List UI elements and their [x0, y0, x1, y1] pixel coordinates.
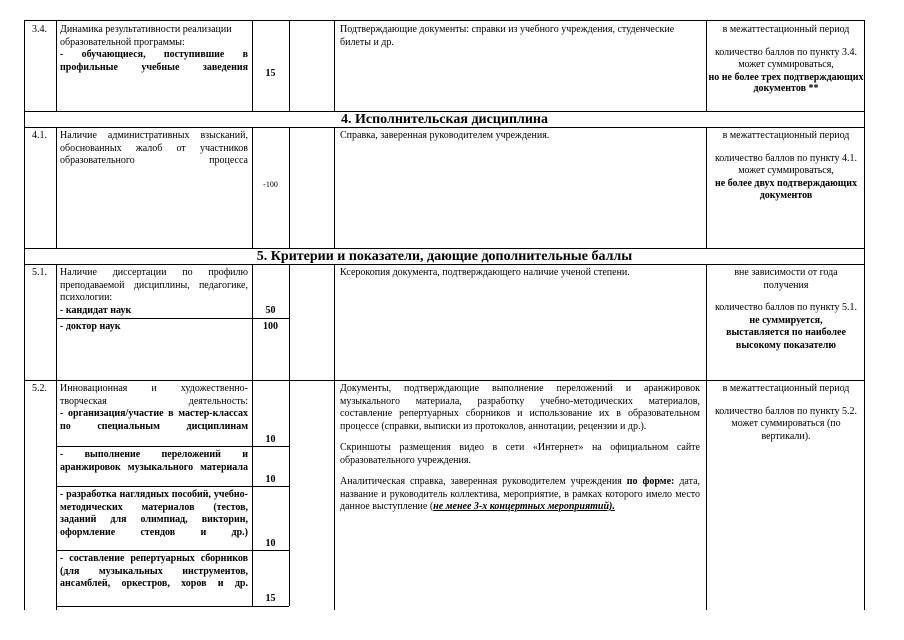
note-emphasis: но не более трех подтверждающих документов **: [708, 71, 864, 94]
column-divider: [706, 20, 707, 111]
docs-requirement: не менее 3-х концертных мероприятий).: [433, 501, 615, 512]
criterion-description: Наличие административных взысканий, обоснованных жалоб от участников образовательного процесса: [60, 130, 248, 166]
table-border-right: [864, 20, 865, 610]
column-divider: [289, 20, 290, 111]
points-value: 15: [265, 68, 276, 79]
table-border-top: [24, 20, 865, 21]
period-text: в межаттестационный период: [722, 24, 850, 35]
note-text: может суммироваться (по вертикали).: [731, 418, 841, 442]
row-number: 3.4.: [32, 24, 47, 35]
row-number: 4.1.: [32, 130, 47, 141]
column-divider: [706, 264, 707, 610]
column-divider: [706, 127, 707, 248]
supporting-documents: [340, 383, 700, 514]
docs-paragraph: [340, 476, 700, 514]
evaluation-notes: [708, 267, 864, 352]
row-number: 5.2.: [32, 383, 47, 394]
points-value: 10: [265, 474, 276, 485]
note-emphasis: не суммируется, выставляется по наиболее высокому показателю: [726, 314, 846, 351]
criterion-subitem: - составление репертуарных сборников (для музыкальных инструментов, ансамблей, оркестров, хоров и др.: [60, 553, 248, 589]
cell-divider: [56, 486, 289, 487]
criterion-description: [60, 24, 248, 74]
note-text: количество баллов по пункту 4.1. может суммироваться,: [714, 152, 858, 176]
cell-divider: [56, 446, 289, 447]
supporting-documents: Справка, заверенная руководителем учреждения.: [340, 130, 550, 141]
cell-divider: [56, 318, 289, 319]
note-emphasis: не более двух подтверждающих документов: [714, 177, 858, 201]
supporting-documents: Ксерокопия документа, подтверждающего наличие ученой степени.: [340, 267, 630, 278]
row-divider: [24, 380, 865, 381]
section-heading: 5. Критерии и показатели, дающие дополнительные баллы: [256, 249, 633, 264]
criterion-description: Наличие диссертации по профилю преподаваемой дисциплины, педагогике, психологии:: [60, 267, 248, 303]
docs-paragraph: Документы, подтверждающие выполнение переложений и аранжировок музыкального материала, разработку учебно-методических материалов, составление репертуарных сборников и использование их в образовательном процессе (справки, выписки из протоколов, аннотации, рецензии и др.).: [340, 383, 700, 432]
criterion-subitem: - кандидат наук: [60, 305, 132, 316]
row-number: 5.1.: [32, 267, 47, 278]
column-divider: [56, 20, 57, 111]
column-divider: [334, 127, 335, 248]
docs-text: Аналитическая справка, заверенная руководителем учреждения: [340, 476, 627, 487]
evaluation-notes: [708, 24, 864, 95]
table-border-left: [24, 20, 25, 610]
docs-emphasis: по форме:: [626, 476, 675, 487]
column-divider: [56, 264, 57, 610]
points-value: 10: [265, 538, 276, 549]
criterion-subitem: - организация/участие в мастер-классах по специальным дисциплинам: [60, 408, 248, 432]
points-value: 50: [265, 305, 276, 316]
column-divider: [252, 20, 253, 111]
evaluation-notes: [708, 383, 864, 443]
period-text: вне зависимости от года получения: [734, 267, 838, 291]
column-divider: [289, 127, 290, 248]
criterion-subitem: - выполнение переложений и аранжировок музыкального материала: [60, 449, 248, 473]
period-text: в межаттестационный период: [722, 130, 850, 141]
column-divider: [334, 264, 335, 610]
period-text: в межаттестационный период: [722, 383, 850, 394]
column-divider: [334, 20, 335, 111]
points-value: 10: [265, 434, 276, 445]
criterion-subitem: - разработка наглядных пособий, учебно-методических материалов (тестов, заданий для олимпиад, викторин, оформление стендов и др.): [60, 489, 248, 538]
docs-paragraph: Скриншоты размещения видео в сети «Интернет» на официальном сайте образовательного учреждения.: [340, 442, 700, 466]
evaluation-notes: [708, 130, 864, 203]
cell-divider: [56, 550, 289, 551]
column-divider: [289, 264, 290, 606]
criterion-subitem: - доктор наук: [60, 321, 121, 332]
note-text: количество баллов по пункту 5.1.: [714, 302, 858, 313]
points-value: -100: [263, 180, 278, 189]
criterion-subitem: - обучающиеся, поступившие в профильные учебные заведения: [60, 49, 248, 73]
docs-text: дата, название и руководитель коллектива, мероприятие, в рамках которого имело место данное выступление (: [340, 476, 701, 512]
section-heading: 4. Исполнительская дисциплина: [340, 112, 548, 127]
points-value: 15: [265, 593, 276, 604]
criterion-title: Динамика результативности реализации образовательной программы:: [60, 24, 232, 48]
criterion-description: Инновационная и художественно-творческая деятельность:: [60, 383, 248, 407]
cell-divider: [56, 606, 289, 607]
column-divider: [56, 127, 57, 248]
supporting-documents: Подтверждающие документы: справки из учебного учреждения, студенческие билеты и др.: [340, 24, 675, 48]
points-value: 100: [263, 321, 278, 332]
note-text: количество баллов по пункту 3.4. может суммироваться,: [714, 46, 858, 70]
note-text: количество баллов по пункту 5.2.: [714, 405, 858, 417]
